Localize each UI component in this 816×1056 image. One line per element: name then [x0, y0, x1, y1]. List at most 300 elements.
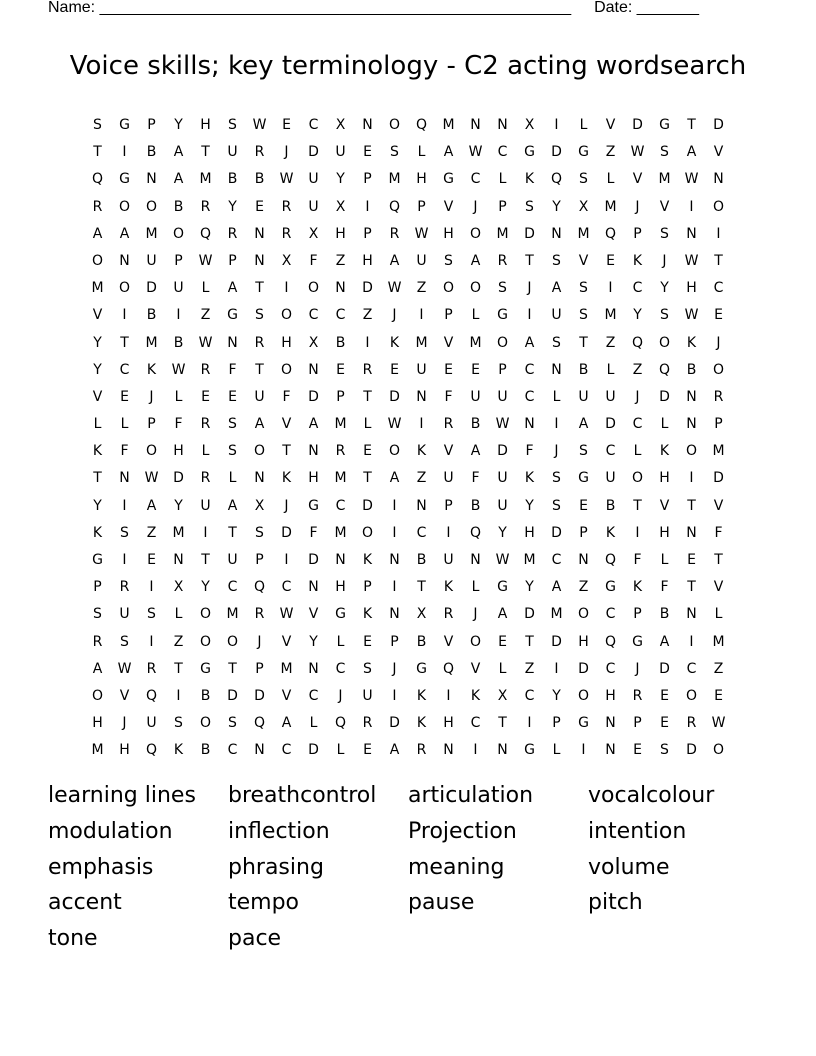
grid-letter[interactable]: C	[632, 416, 643, 433]
grid-letter[interactable]: K	[470, 687, 481, 704]
grid-letter[interactable]: J	[257, 633, 262, 650]
grid-letter[interactable]: Q	[631, 334, 644, 351]
grid-letter[interactable]: O	[469, 633, 482, 650]
grid-letter[interactable]: S	[228, 117, 237, 133]
grid-letter[interactable]: U	[335, 144, 346, 161]
grid-letter[interactable]: N	[308, 443, 319, 460]
grid-letter[interactable]: D	[659, 660, 670, 677]
grid-letter[interactable]: K	[362, 606, 373, 623]
grid-letter[interactable]: I	[689, 470, 694, 487]
grid-letter[interactable]: Y	[93, 497, 102, 514]
grid-letter[interactable]: O	[469, 280, 482, 297]
grid-letter[interactable]: J	[473, 606, 478, 623]
grid-letter[interactable]: D	[551, 524, 562, 541]
grid-letter[interactable]: M	[658, 171, 671, 188]
grid-letter[interactable]: U	[146, 252, 157, 269]
grid-letter[interactable]: C	[632, 280, 643, 297]
grid-letter[interactable]: S	[579, 307, 588, 324]
grid-letter[interactable]: P	[552, 715, 561, 732]
grid-letter[interactable]: E	[660, 715, 669, 732]
grid-letter[interactable]: Y	[498, 524, 507, 541]
grid-letter[interactable]: A	[551, 280, 562, 297]
grid-letter[interactable]: E	[606, 252, 615, 269]
grid-letter[interactable]: K	[92, 443, 103, 460]
grid-letter[interactable]: M	[442, 117, 455, 133]
grid-letter[interactable]: M	[172, 524, 185, 541]
grid-letter[interactable]: U	[200, 497, 211, 514]
grid-letter[interactable]: D	[659, 388, 670, 405]
grid-letter[interactable]: E	[363, 144, 372, 161]
grid-letter[interactable]: X	[308, 225, 319, 242]
grid-letter[interactable]: O	[388, 117, 401, 133]
grid-letter[interactable]: B	[578, 361, 589, 378]
grid-letter[interactable]: C	[281, 579, 292, 596]
grid-letter[interactable]: L	[579, 117, 588, 133]
grid-letter[interactable]: Q	[604, 552, 617, 568]
grid-letter[interactable]: V	[308, 606, 319, 623]
grid-letter[interactable]: P	[444, 497, 453, 514]
grid-letter[interactable]: F	[525, 443, 534, 460]
grid-letter[interactable]: X	[524, 117, 535, 133]
grid-letter[interactable]: U	[227, 144, 238, 161]
grid-letter[interactable]: A	[524, 334, 535, 351]
grid-letter[interactable]: R	[92, 198, 103, 215]
grid-letter[interactable]: H	[173, 443, 184, 460]
grid-letter[interactable]: G	[119, 171, 130, 188]
grid-letter[interactable]: C	[713, 280, 724, 297]
grid-letter[interactable]: J	[284, 144, 289, 161]
grid-letter[interactable]: Y	[336, 171, 345, 188]
grid-letter[interactable]: Z	[146, 524, 157, 541]
grid-letter[interactable]: W	[171, 361, 186, 378]
grid-letter[interactable]: L	[336, 633, 345, 650]
grid-letter[interactable]: L	[552, 388, 561, 405]
grid-letter[interactable]: I	[554, 117, 559, 133]
grid-letter[interactable]: V	[713, 497, 724, 514]
grid-letter[interactable]: E	[201, 388, 210, 405]
grid-letter[interactable]: L	[498, 171, 507, 188]
grid-letter[interactable]: N	[686, 606, 697, 623]
grid-letter[interactable]: G	[578, 715, 589, 732]
grid-letter[interactable]: P	[336, 388, 345, 405]
grid-letter[interactable]: N	[335, 280, 346, 297]
grid-letter[interactable]: K	[416, 687, 427, 704]
grid-letter[interactable]: D	[524, 606, 535, 623]
grid-letter[interactable]: N	[308, 361, 319, 378]
grid-letter[interactable]: N	[308, 660, 319, 677]
grid-letter[interactable]: R	[362, 715, 373, 732]
grid-letter[interactable]: L	[174, 388, 183, 405]
grid-letter[interactable]: R	[632, 687, 643, 704]
grid-letter[interactable]: N	[389, 606, 400, 623]
grid-letter[interactable]: F	[444, 388, 453, 405]
grid-letter[interactable]: I	[149, 633, 154, 650]
grid-letter[interactable]: T	[687, 579, 696, 596]
grid-letter[interactable]: G	[119, 117, 130, 133]
grid-letter[interactable]: H	[443, 715, 454, 732]
grid-letter[interactable]: Y	[552, 687, 561, 704]
grid-letter[interactable]: O	[658, 334, 671, 351]
grid-letter[interactable]: K	[524, 470, 535, 487]
grid-letter[interactable]: W	[387, 280, 402, 297]
grid-letter[interactable]: N	[416, 497, 427, 514]
grid-letter[interactable]: U	[470, 388, 481, 405]
grid-letter[interactable]: Z	[200, 307, 211, 324]
grid-letter[interactable]: K	[632, 579, 643, 596]
grid-letter[interactable]: H	[659, 524, 670, 541]
grid-letter[interactable]: V	[443, 334, 454, 351]
grid-letter[interactable]: H	[362, 252, 373, 269]
grid-letter[interactable]: T	[579, 334, 588, 351]
grid-letter[interactable]: Q	[469, 524, 482, 541]
grid-letter[interactable]: V	[659, 497, 670, 514]
grid-letter[interactable]: T	[255, 280, 264, 297]
grid-letter[interactable]: U	[605, 470, 616, 487]
grid-letter[interactable]: T	[282, 443, 291, 460]
grid-letter[interactable]: F	[633, 552, 642, 568]
grid-letter[interactable]: V	[605, 117, 616, 133]
grid-letter[interactable]: N	[686, 416, 697, 433]
grid-letter[interactable]: C	[551, 552, 562, 568]
grid-letter[interactable]: I	[446, 687, 451, 704]
grid-letter[interactable]: T	[255, 361, 264, 378]
grid-letter[interactable]: I	[554, 416, 559, 433]
grid-letter[interactable]: L	[498, 660, 507, 677]
grid-letter[interactable]: O	[280, 361, 293, 378]
grid-letter[interactable]: J	[527, 280, 532, 297]
grid-letter[interactable]: R	[281, 198, 292, 215]
grid-letter[interactable]: C	[605, 660, 616, 677]
grid-letter[interactable]: Z	[524, 660, 535, 677]
grid-letter[interactable]: T	[633, 497, 642, 514]
grid-letter[interactable]: A	[578, 416, 589, 433]
grid-letter[interactable]: E	[714, 307, 723, 324]
grid-letter[interactable]: J	[635, 388, 640, 405]
grid-letter[interactable]: K	[659, 443, 670, 460]
grid-letter[interactable]: K	[92, 524, 103, 541]
grid-letter[interactable]: D	[227, 687, 238, 704]
grid-letter[interactable]: J	[392, 660, 397, 677]
grid-letter[interactable]: J	[554, 443, 559, 460]
grid-letter[interactable]: R	[254, 144, 265, 161]
grid-letter[interactable]: N	[254, 225, 265, 242]
grid-letter[interactable]: I	[689, 198, 694, 215]
grid-letter[interactable]: J	[392, 307, 397, 324]
grid-letter[interactable]: J	[716, 334, 721, 351]
grid-letter[interactable]: S	[525, 198, 534, 215]
grid-letter[interactable]: X	[173, 579, 184, 596]
grid-letter[interactable]: Y	[552, 198, 561, 215]
grid-letter[interactable]: U	[173, 280, 184, 297]
grid-letter[interactable]: M	[415, 334, 428, 351]
grid-letter[interactable]: Y	[660, 280, 669, 297]
grid-letter[interactable]: X	[335, 117, 346, 133]
grid-letter[interactable]: X	[281, 252, 292, 269]
grid-letter[interactable]: Y	[228, 198, 237, 215]
grid-letter[interactable]: B	[173, 334, 184, 351]
grid-letter[interactable]: R	[200, 416, 211, 433]
grid-letter[interactable]: Q	[334, 715, 347, 732]
grid-letter[interactable]: Y	[525, 497, 534, 514]
grid-letter[interactable]: W	[684, 307, 699, 324]
grid-letter[interactable]: V	[443, 633, 454, 650]
grid-letter[interactable]: J	[662, 252, 667, 269]
grid-letter[interactable]: C	[227, 742, 238, 759]
grid-letter[interactable]: P	[363, 225, 372, 242]
grid-letter[interactable]: C	[335, 307, 346, 324]
grid-letter[interactable]: P	[147, 117, 156, 133]
grid-letter[interactable]: M	[604, 198, 617, 215]
grid-letter[interactable]: L	[660, 552, 669, 568]
grid-letter[interactable]: J	[473, 198, 478, 215]
grid-letter[interactable]: O	[712, 198, 725, 215]
grid-letter[interactable]: Q	[91, 171, 104, 188]
grid-letter[interactable]: K	[362, 552, 373, 568]
grid-letter[interactable]: W	[495, 552, 510, 568]
grid-letter[interactable]: M	[334, 524, 347, 541]
grid-letter[interactable]: L	[93, 416, 102, 433]
grid-letter[interactable]: G	[632, 633, 643, 650]
grid-letter[interactable]: K	[416, 443, 427, 460]
grid-letter[interactable]: C	[686, 660, 697, 677]
grid-letter[interactable]: N	[551, 361, 562, 378]
grid-letter[interactable]: L	[228, 470, 237, 487]
grid-letter[interactable]: T	[525, 252, 534, 269]
grid-letter[interactable]: W	[279, 171, 294, 188]
grid-letter[interactable]: D	[362, 497, 373, 514]
grid-letter[interactable]: U	[416, 361, 427, 378]
grid-letter[interactable]: V	[443, 198, 454, 215]
grid-letter[interactable]: E	[363, 443, 372, 460]
grid-letter[interactable]: Z	[605, 334, 616, 351]
grid-letter[interactable]: O	[577, 606, 590, 623]
grid-letter[interactable]: R	[254, 606, 265, 623]
grid-letter[interactable]: Y	[309, 633, 318, 650]
grid-letter[interactable]: U	[578, 388, 589, 405]
grid-letter[interactable]: O	[199, 633, 212, 650]
grid-letter[interactable]: P	[363, 171, 372, 188]
grid-letter[interactable]: T	[201, 552, 210, 568]
grid-letter[interactable]: C	[281, 742, 292, 759]
grid-letter[interactable]: S	[390, 144, 399, 161]
grid-letter[interactable]: I	[203, 524, 208, 541]
grid-letter[interactable]: N	[146, 171, 157, 188]
grid-letter[interactable]: Z	[416, 280, 427, 297]
grid-letter[interactable]: D	[308, 552, 319, 568]
grid-letter[interactable]: V	[92, 307, 103, 324]
grid-letter[interactable]: B	[335, 334, 346, 351]
grid-letter[interactable]: Q	[253, 715, 266, 732]
grid-letter[interactable]: M	[145, 334, 158, 351]
grid-letter[interactable]: H	[578, 633, 589, 650]
grid-letter[interactable]: G	[92, 552, 103, 568]
grid-letter[interactable]: H	[281, 334, 292, 351]
grid-letter[interactable]: T	[498, 715, 507, 732]
grid-letter[interactable]: G	[659, 117, 670, 133]
grid-letter[interactable]: M	[226, 606, 239, 623]
grid-letter[interactable]: L	[714, 606, 723, 623]
grid-letter[interactable]: X	[578, 198, 589, 215]
grid-letter[interactable]: E	[687, 552, 696, 568]
grid-letter[interactable]: V	[659, 198, 670, 215]
grid-letter[interactable]: P	[579, 524, 588, 541]
grid-letter[interactable]: D	[254, 687, 265, 704]
grid-letter[interactable]: W	[468, 144, 483, 161]
grid-letter[interactable]: Y	[633, 307, 642, 324]
grid-letter[interactable]: W	[252, 117, 267, 133]
grid-letter[interactable]: E	[579, 497, 588, 514]
grid-letter[interactable]: F	[309, 524, 318, 541]
grid-letter[interactable]: C	[470, 171, 481, 188]
grid-letter[interactable]: U	[362, 687, 373, 704]
grid-letter[interactable]: X	[497, 687, 508, 704]
grid-letter[interactable]: P	[417, 198, 426, 215]
grid-letter[interactable]: S	[363, 660, 372, 677]
grid-letter[interactable]: E	[147, 552, 156, 568]
grid-letter[interactable]: C	[335, 660, 346, 677]
grid-letter[interactable]: W	[630, 144, 645, 161]
grid-letter[interactable]: P	[633, 225, 642, 242]
grid-letter[interactable]: A	[119, 225, 130, 242]
grid-letter[interactable]: N	[254, 470, 265, 487]
grid-letter[interactable]: I	[122, 552, 127, 568]
grid-letter[interactable]: M	[496, 225, 509, 242]
grid-letter[interactable]: P	[633, 606, 642, 623]
grid-letter[interactable]: O	[577, 687, 590, 704]
grid-letter[interactable]: N	[119, 470, 130, 487]
grid-letter[interactable]: E	[282, 117, 291, 133]
grid-letter[interactable]: C	[308, 307, 319, 324]
grid-letter[interactable]: L	[201, 443, 210, 460]
grid-letter[interactable]: P	[444, 307, 453, 324]
grid-letter[interactable]: W	[279, 606, 294, 623]
grid-letter[interactable]: I	[446, 524, 451, 541]
grid-letter[interactable]: N	[686, 524, 697, 541]
grid-letter[interactable]: Y	[93, 361, 102, 378]
grid-letter[interactable]: K	[605, 524, 616, 541]
grid-letter[interactable]: G	[578, 144, 589, 161]
grid-letter[interactable]: I	[527, 715, 532, 732]
grid-letter[interactable]: R	[200, 470, 211, 487]
grid-letter[interactable]: S	[498, 280, 507, 297]
grid-letter[interactable]: A	[659, 633, 670, 650]
grid-letter[interactable]: O	[388, 443, 401, 460]
grid-letter[interactable]: X	[335, 198, 346, 215]
grid-letter[interactable]: N	[389, 552, 400, 568]
grid-letter[interactable]: Z	[362, 307, 373, 324]
grid-letter[interactable]: E	[363, 633, 372, 650]
grid-letter[interactable]: S	[660, 742, 669, 759]
grid-letter[interactable]: E	[390, 361, 399, 378]
grid-letter[interactable]: V	[632, 171, 643, 188]
grid-letter[interactable]: M	[604, 307, 617, 324]
grid-letter[interactable]: E	[120, 388, 129, 405]
grid-letter[interactable]: A	[308, 416, 319, 433]
grid-letter[interactable]: M	[91, 742, 104, 759]
grid-letter[interactable]: I	[419, 307, 424, 324]
grid-letter[interactable]: Z	[335, 252, 346, 269]
grid-letter[interactable]: D	[281, 524, 292, 541]
grid-letter[interactable]: E	[633, 742, 642, 759]
grid-letter[interactable]: T	[525, 633, 534, 650]
grid-letter[interactable]: T	[363, 388, 372, 405]
grid-letter[interactable]: J	[635, 198, 640, 215]
grid-letter[interactable]: D	[686, 742, 697, 759]
grid-letter[interactable]: Z	[416, 470, 427, 487]
grid-letter[interactable]: O	[199, 715, 212, 732]
grid-letter[interactable]: S	[660, 307, 669, 324]
grid-letter[interactable]: L	[417, 144, 426, 161]
grid-letter[interactable]: I	[284, 280, 289, 297]
grid-letter[interactable]: D	[497, 443, 508, 460]
grid-letter[interactable]: K	[281, 470, 292, 487]
grid-letter[interactable]: U	[146, 715, 157, 732]
grid-letter[interactable]: W	[198, 334, 213, 351]
grid-letter[interactable]: N	[119, 252, 130, 269]
grid-letter[interactable]: N	[497, 742, 508, 759]
grid-letter[interactable]: R	[497, 252, 508, 269]
grid-letter[interactable]: C	[605, 606, 616, 623]
grid-letter[interactable]: M	[523, 552, 536, 568]
grid-letter[interactable]: N	[227, 334, 238, 351]
grid-letter[interactable]: R	[389, 225, 400, 242]
grid-letter[interactable]: K	[524, 171, 535, 188]
grid-letter[interactable]: A	[470, 443, 481, 460]
grid-letter[interactable]: N	[686, 225, 697, 242]
grid-letter[interactable]: Y	[201, 579, 210, 596]
grid-letter[interactable]: I	[527, 307, 532, 324]
grid-letter[interactable]: S	[255, 307, 264, 324]
grid-letter[interactable]: T	[120, 334, 129, 351]
grid-letter[interactable]: I	[554, 660, 559, 677]
grid-letter[interactable]: G	[524, 742, 535, 759]
grid-letter[interactable]: N	[578, 552, 589, 568]
grid-letter[interactable]: S	[255, 524, 264, 541]
date-field[interactable]: Date: _______	[594, 0, 700, 16]
grid-letter[interactable]: L	[471, 307, 480, 324]
grid-letter[interactable]: K	[443, 579, 454, 596]
grid-letter[interactable]: E	[660, 687, 669, 704]
grid-letter[interactable]: C	[308, 117, 319, 133]
grid-letter[interactable]: G	[308, 497, 319, 514]
grid-letter[interactable]: F	[309, 252, 318, 269]
grid-letter[interactable]: C	[308, 687, 319, 704]
grid-letter[interactable]: D	[605, 416, 616, 433]
grid-letter[interactable]: N	[605, 742, 616, 759]
grid-letter[interactable]: C	[524, 388, 535, 405]
grid-letter[interactable]: F	[660, 579, 669, 596]
grid-letter[interactable]: W	[144, 470, 159, 487]
grid-letter[interactable]: S	[552, 334, 561, 351]
grid-letter[interactable]: B	[146, 144, 157, 161]
grid-letter[interactable]: Y	[174, 497, 183, 514]
grid-letter[interactable]: T	[687, 497, 696, 514]
grid-letter[interactable]: Q	[604, 225, 617, 242]
grid-letter[interactable]: B	[470, 416, 481, 433]
grid-letter[interactable]: L	[552, 742, 561, 759]
grid-letter[interactable]: T	[417, 579, 426, 596]
grid-letter[interactable]: U	[308, 198, 319, 215]
grid-letter[interactable]: I	[365, 198, 370, 215]
grid-letter[interactable]: A	[227, 280, 238, 297]
grid-letter[interactable]: W	[414, 225, 429, 242]
grid-letter[interactable]: K	[416, 715, 427, 732]
grid-letter[interactable]: Z	[605, 144, 616, 161]
grid-letter[interactable]: U	[443, 470, 454, 487]
grid-letter[interactable]: I	[689, 633, 694, 650]
grid-letter[interactable]: T	[201, 144, 210, 161]
grid-letter[interactable]: T	[363, 470, 372, 487]
